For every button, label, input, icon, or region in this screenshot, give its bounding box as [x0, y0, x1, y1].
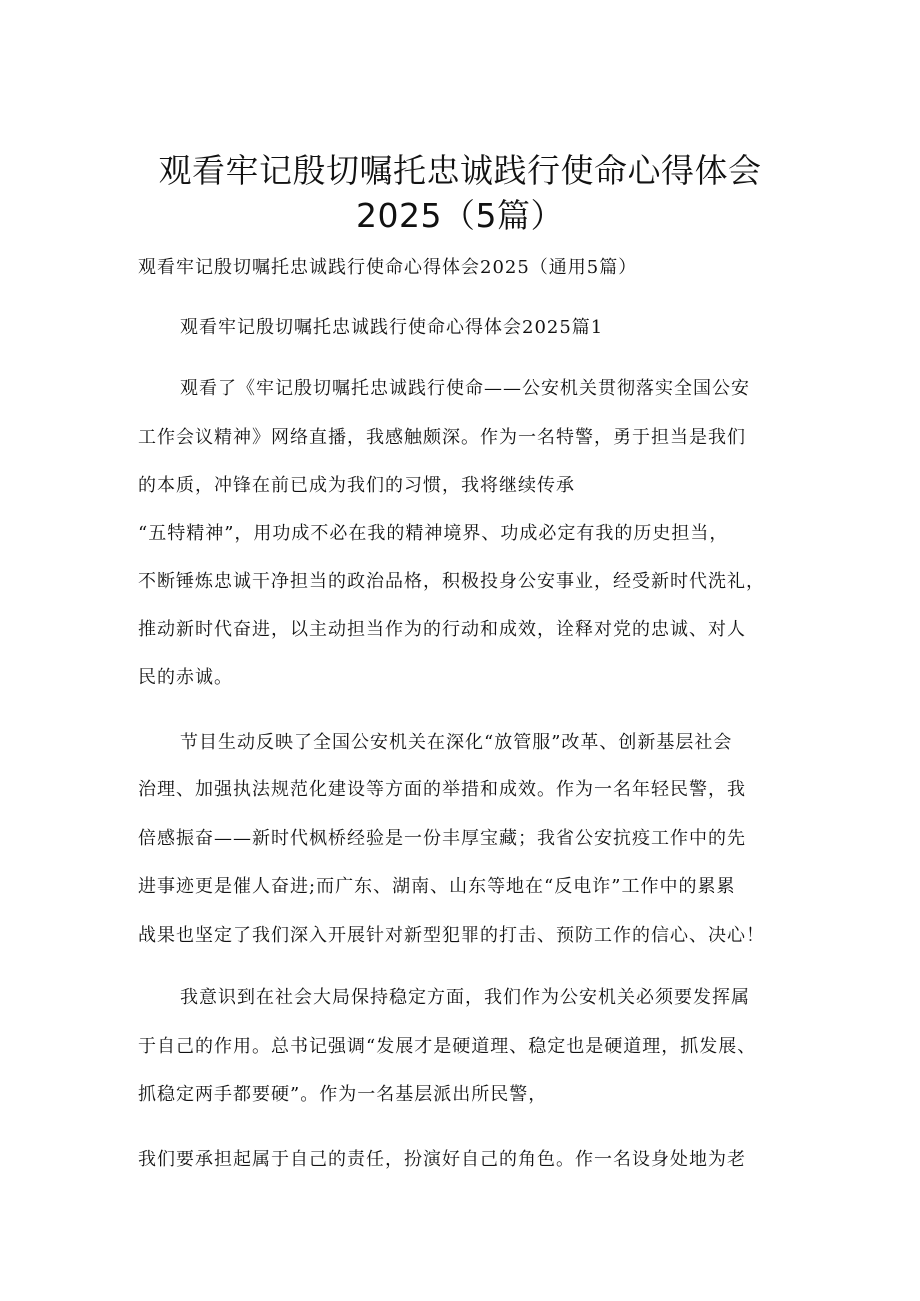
- paragraph-1-line: “五特精神”，用功成不必在我的精神境界、功成必定有我的历史担当，: [138, 523, 729, 544]
- paragraph-2-line: 节目生动反映了全国公安机关在深化“放管服”改革、创新基层社会: [180, 732, 733, 753]
- paragraph-1-line: 工作会议精神》网络直播，我感触颇深。作为一名特警，勇于担当是我们: [138, 427, 746, 448]
- paragraph-1-line: 不断锤炼忠诚干净担当的政治品格，积极投身公安事业，经受新时代洗礼，: [138, 571, 765, 592]
- paragraph-1-line: 推动新时代奋进，以主动担当作为的行动和成效，诠释对党的忠诚、对人: [138, 619, 746, 640]
- paragraph-3-line: 于自己的作用。总书记强调“发展才是硬道理、稳定也是硬道理，抓发展、: [138, 1036, 757, 1057]
- document-title-line-1: 观看牢记殷切嘱托忠诚践行使命心得体会: [158, 151, 762, 190]
- paragraph-3-line: 我意识到在社会大局保持稳定方面，我们作为公安机关必须要发挥属: [180, 987, 750, 1008]
- paragraph-3-line: 抓稳定两手都要硬”。作为一名基层派出所民警，: [138, 1084, 548, 1105]
- document-subtitle: 观看牢记殷切嘱托忠诚践行使命心得体会2025（通用5篇）: [138, 257, 638, 278]
- section-heading: 观看牢记殷切嘱托忠诚践行使命心得体会2025篇1: [180, 317, 604, 338]
- paragraph-2-line: 治理、加强执法规范化建设等方面的举措和成效。作为一名年轻民警，我: [138, 779, 746, 800]
- paragraph-1-line: 观看了《牢记殷切嘱托忠诚践行使命——公安机关贯彻落实全国公安: [180, 378, 750, 399]
- paragraph-2-line: 战果也坚定了我们深入开展针对新型犯罪的打击、预防工作的信心、决心！: [138, 925, 765, 946]
- paragraph-4-line: 我们要承担起属于自己的责任，扮演好自己的角色。作一名设身处地为老: [138, 1149, 746, 1170]
- paragraph-2-line: 倍感振奋——新时代枫桥经验是一份丰厚宝藏；我省公安抗疫工作中的先: [138, 828, 746, 849]
- paragraph-2-line: 进事迹更是催人奋进;而广东、湖南、山东等地在“反电诈”工作中的累累: [138, 876, 736, 897]
- paragraph-1-line: 民的赤诚。: [138, 667, 233, 688]
- document-title-line-2: 2025（5篇）: [356, 196, 564, 235]
- paragraph-1-line: 的本质，冲锋在前已成为我们的习惯，我将继续传承: [138, 475, 575, 496]
